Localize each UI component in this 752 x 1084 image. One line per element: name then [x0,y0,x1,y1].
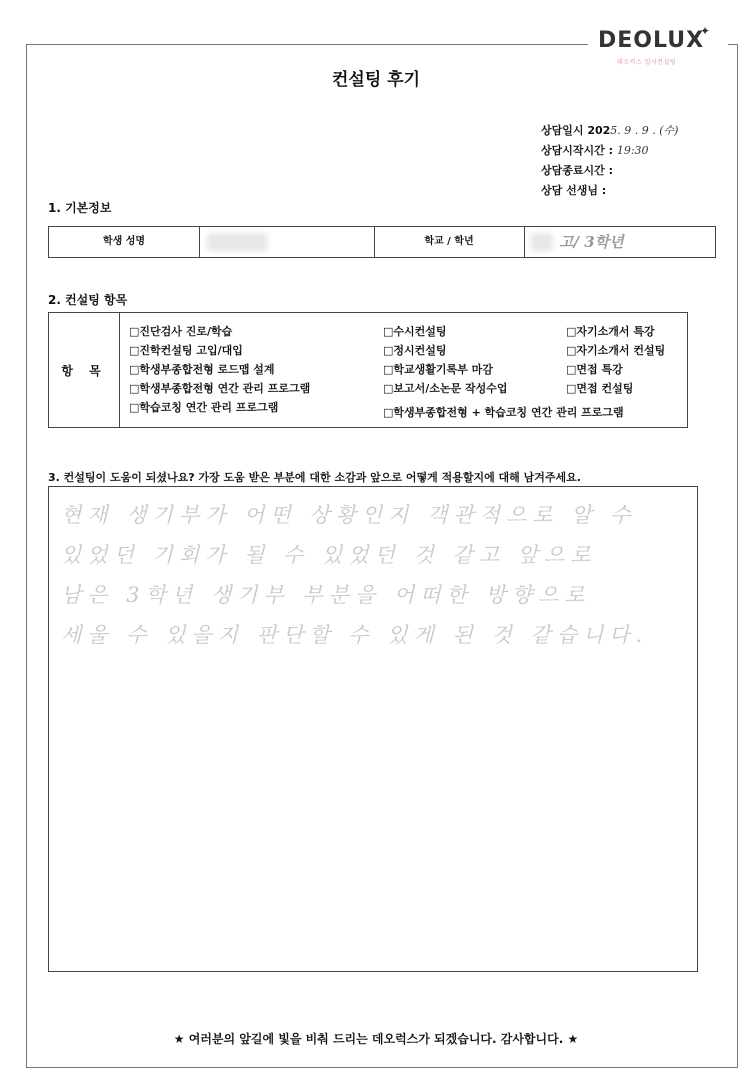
section1-heading: 1. 기본정보 [48,201,112,215]
answer-box[interactable] [48,486,698,972]
school-name-redacted [531,233,553,251]
brand-logo: DEOLUX [598,28,705,53]
start-time-row [541,142,649,158]
answer-line: 있었던 기회가 될 수 있었던 것 같고 앞으로 [61,543,597,567]
page-title: 컨설팅 후기 [331,70,421,90]
sparkle-icon: ✦ [700,24,711,38]
date-row [541,122,678,138]
answer-line: 남은 3학년 생기부 부분을 어떠한 방향으로 [61,583,591,607]
start-time-value: 19:30 [616,144,649,157]
section2-heading: 2. 컨설팅 항목 [48,293,128,307]
consulting-items-table [48,312,688,428]
footer-message: ★ 여러분의 앞길에 빛을 비춰 드리는 데오럭스가 되겠습니다. 감사합니다. ★ [173,1032,579,1046]
option-checkbox[interactable]: □진학컨설팅 고입/대입 [129,344,243,357]
option-checkbox[interactable]: □면접 특강 [566,363,623,376]
answer-line: 세울 수 있을지 판단할 수 있게 된 것 같습니다. [61,623,649,647]
option-checkbox[interactable]: □정시컨설팅 [383,344,447,357]
option-checkbox[interactable]: □학습코칭 연간 관리 프로그램 [129,401,279,414]
option-checkbox[interactable]: □자기소개서 특강 [566,325,655,338]
brand-subtitle: 데오럭스 입시컨설팅 [617,59,677,66]
basic-info-table [48,226,716,258]
start-time-label: 상담시작시간 : [541,144,613,157]
date-value: 5. 9 . 9 . (수) [610,124,679,137]
teacher-label: 상담 선생님 : [541,184,607,197]
option-checkbox[interactable]: □면접 컨설팅 [566,382,634,395]
school-grade-label: 학교 / 학년 [424,236,474,247]
option-checkbox[interactable]: □학생부종합전형 로드맵 설계 [129,363,275,376]
student-name-label: 학생 성명 [102,236,146,247]
section3-question: 3. 컨설팅이 도움이 되셨나요? 가장 도움 받은 부분에 대한 소감과 앞으로 어떻게 적용할지에 대해 남겨주세요. [48,471,581,484]
option-checkbox[interactable]: □진단검사 진로/학습 [129,325,233,338]
option-checkbox[interactable]: □수시컨설팅 [383,325,447,338]
option-checkbox[interactable]: □학교생활기록부 마감 [383,363,493,376]
answer-line: 현재 생기부가 어떤 상황인지 객관적으로 알 수 [61,503,637,527]
student-name-redacted [207,233,267,251]
items-row-label: 항 목 [49,313,120,427]
option-checkbox[interactable]: □학생부종합전형 + 학습코칭 연간 관리 프로그램 [383,406,624,419]
end-time-label: 상담종료시간 : [541,164,613,177]
option-checkbox[interactable]: □학생부종합전형 연간 관리 프로그램 [129,382,311,395]
option-checkbox[interactable]: □자기소개서 컨설팅 [566,344,666,357]
date-label: 상담일시 202 [541,124,611,137]
option-checkbox[interactable]: □보고서/소논문 작성수업 [383,382,508,395]
school-grade-value: 고/ 3학년 [559,233,624,251]
